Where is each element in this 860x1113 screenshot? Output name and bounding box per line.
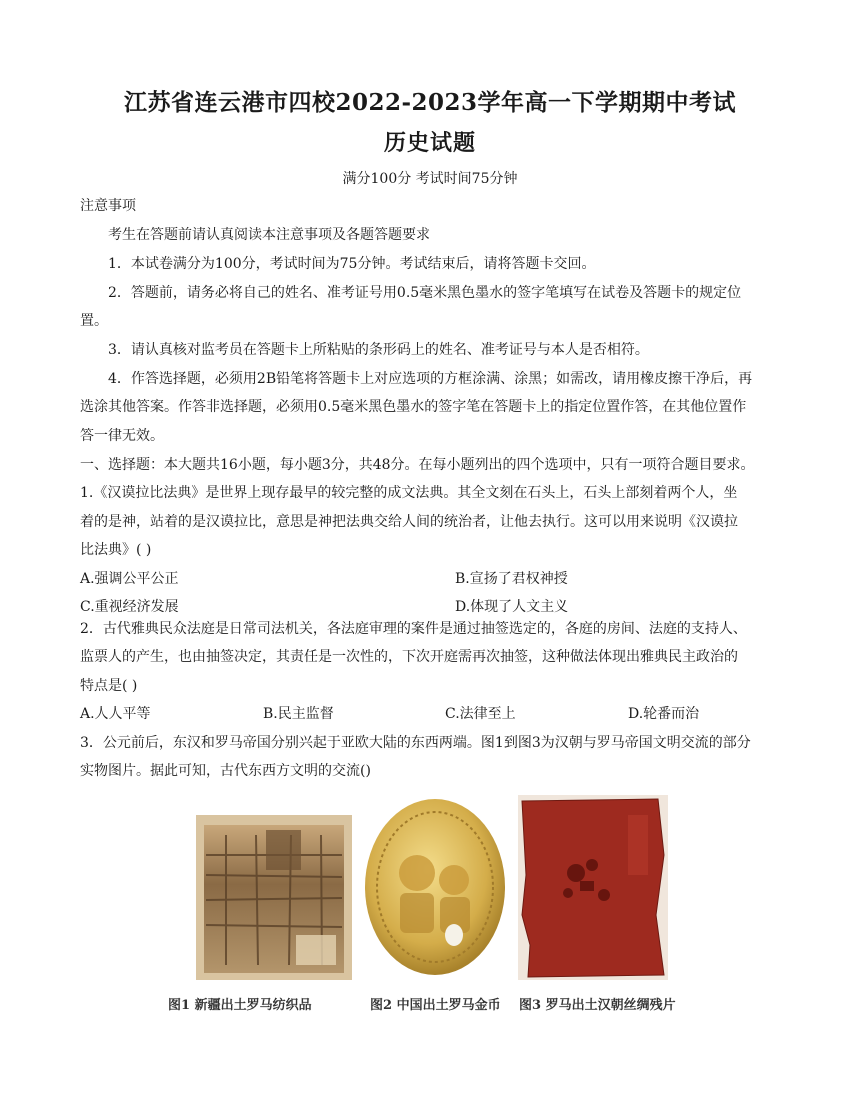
q2-stem-3: 特点是( ) — [80, 678, 138, 694]
subject-title: 历史试题 — [383, 130, 476, 156]
q1-stem-2: 着的是神，站着的是汉谟拉比，意思是神把法典交给人间的统治者，让他去执行。这可以用来说明《汉谟拉 — [80, 514, 738, 530]
notice-item-4: 4．作答选择题，必须用2B铅笔将答题卡上对应选项的方框涂满、涂黑；如需改，请用橡皮擦干净后，再 — [108, 371, 753, 387]
figure-2-caption: 图2 中国出土罗马金币 — [370, 998, 501, 1013]
q2-stem-2: 监票人的产生，也由抽签决定，其责任是一次性的，下次开庭需再次抽签，这种做法体现出雅典民主政治的 — [80, 649, 738, 665]
q2-option-a: A.人人平等 — [80, 706, 151, 722]
figure-1-caption: 图1 新疆出土罗马纺织品 — [168, 998, 312, 1013]
han-silk-fragment-image — [518, 795, 668, 980]
notice-item-4-cont2: 答一律无效。 — [80, 428, 164, 444]
notice-heading: 注意事项 — [80, 198, 136, 214]
notice-item-2: 2．答题前，请务必将自己的姓名、准考证号用0.5毫米黑色墨水的签字笔填写在试卷及答题卡的规定位 — [108, 285, 742, 301]
notice-intro: 考生在答题前请认真阅读本注意事项及各题答题要求 — [108, 227, 430, 243]
q3-stem-1: 3．公元前后，东汉和罗马帝国分别兴起于亚欧大陆的东西两端。图1到图3为汉朝与罗马帝国文明交流的部分 — [80, 735, 751, 751]
exam-meta: 满分100分 考试时间75分钟 — [342, 171, 518, 187]
q1-option-a: A.强调公平公正 — [80, 571, 179, 587]
notice-item-3: 3．请认真核对监考员在答题卡上所粘贴的条形码上的姓名、准考证号与本人是否相符。 — [108, 342, 649, 358]
exam-title: 江苏省连云港市四校2022-2023学年高一下学期期中考试 — [123, 89, 737, 116]
q2-option-d: D.轮番而治 — [628, 706, 700, 722]
q3-stem-2: 实物图片。据此可知，古代东西方文明的交流() — [80, 763, 371, 779]
roman-gold-coin-image — [362, 795, 508, 980]
q1-option-c: C.重视经济发展 — [80, 599, 179, 615]
q1-stem-3: 比法典》( ) — [80, 542, 152, 558]
q2-option-c: C.法律至上 — [445, 706, 516, 722]
q1-option-b: B.宣扬了君权神授 — [455, 571, 568, 587]
section-heading: 一、选择题：本大题共16小题，每小题3分，共48分。在每小题列出的四个选项中，只有一项符合题目要求。 — [80, 457, 755, 473]
q1-stem-1: 1.《汉谟拉比法典》是世界上现存最早的较完整的成文法典。其全文刻在石头上，石头上部刻着两个人，坐 — [80, 485, 738, 501]
q2-stem-1: 2．古代雅典民众法庭是日常司法机关，各法庭审理的案件是通过抽签选定的，各庭的房间、法庭的支持人、 — [80, 621, 747, 637]
q1-option-d: D.体现了人文主义 — [455, 599, 569, 615]
notice-item-2-cont: 置。 — [80, 313, 108, 329]
figure-3-caption: 图3 罗马出土汉朝丝绸残片 — [519, 998, 676, 1013]
roman-textile-image — [196, 815, 352, 980]
notice-item-1: 1．本试卷满分为100分，考试时间为75分钟。考试结束后，请将答题卡交回。 — [108, 256, 596, 272]
q2-option-b: B.民主监督 — [263, 706, 334, 722]
notice-item-4-cont: 选涂其他答案。作答非选择题，必须用0.5毫米黑色墨水的签字笔在答题卡上的指定位置作答，在其他位置作 — [80, 399, 747, 415]
